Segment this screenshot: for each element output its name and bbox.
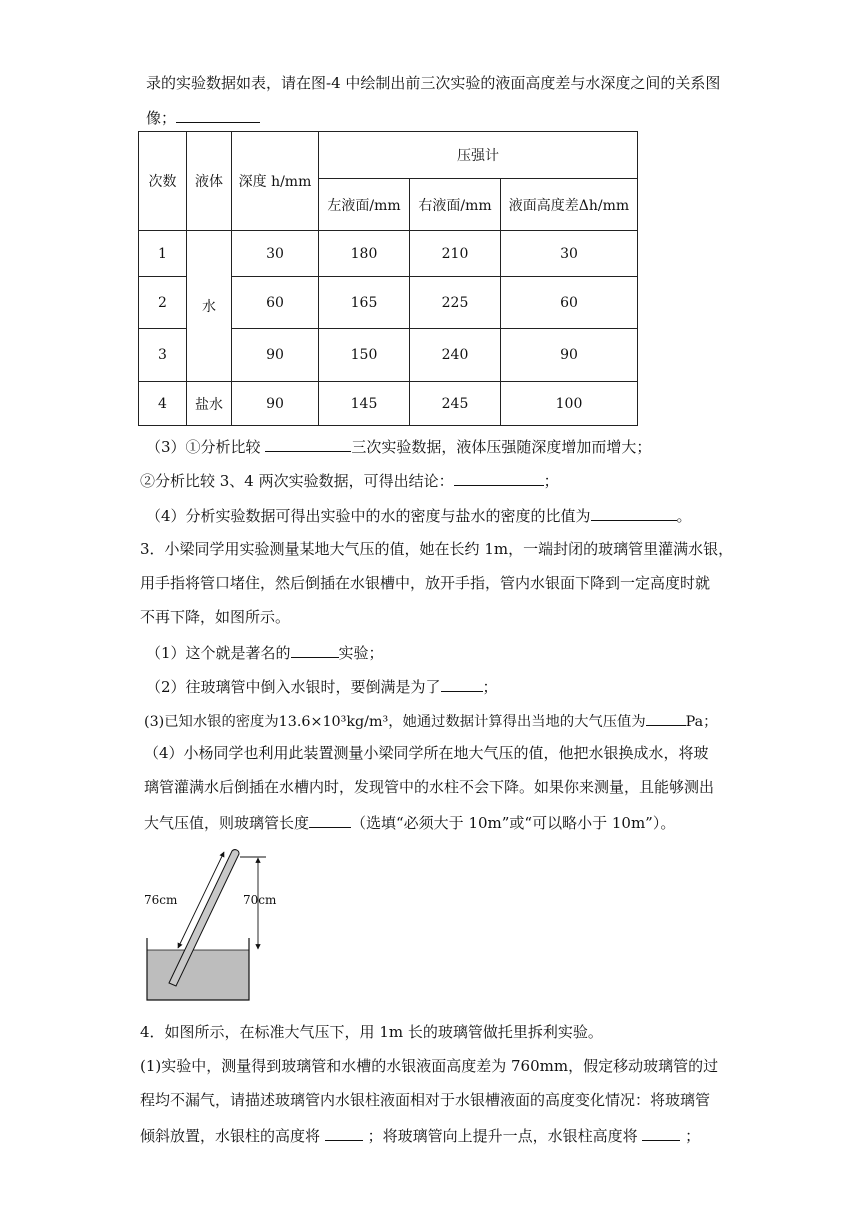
q3-part1-post: 实验； (338, 644, 384, 662)
q3-part4-line-3-post: （选填“必须大于 10m”或“可以略小于 10m”）。 (351, 814, 676, 832)
q3-part4-line-1: （4）小杨同学也利用此装置测量小梁同学所在地大气压的值，他把水银换成水，将玻 (144, 744, 709, 762)
cell-diff: 100 (501, 382, 638, 426)
answer-blank[interactable] (441, 675, 483, 692)
torricelli-figure (140, 838, 280, 1004)
intro-line-2-text: 像； (146, 109, 177, 127)
q3-part3-pre: (3)已知水银的密度为13.6×10³kg/m³，她通过数据计算得出当地的大气压值为 (144, 714, 646, 730)
cell-liquid: 水 (187, 231, 232, 382)
q2-part3b (140, 469, 559, 491)
answer-blank[interactable] (591, 504, 677, 521)
label-tube-length: 76cm (144, 893, 178, 907)
answer-blank[interactable] (291, 641, 339, 658)
answer-blank[interactable] (176, 106, 260, 123)
cell-depth: 30 (232, 231, 319, 277)
cell-depth: 90 (232, 382, 319, 426)
q2-part3b-post: ； (543, 472, 559, 490)
cell-diff: 30 (501, 231, 638, 277)
q2-part3a-post: 三次实验数据，液体压强随深度增加而增大； (351, 438, 652, 456)
table-row (139, 382, 638, 426)
cell-left: 145 (319, 382, 410, 426)
cell-diff: 90 (501, 329, 638, 382)
cell-liquid: 盐水 (187, 382, 232, 426)
cell-left: 180 (319, 231, 410, 277)
q4-line-4-pre: 倾斜放置，水银柱的高度将 (140, 1127, 321, 1145)
answer-blank[interactable] (454, 469, 544, 486)
q3-part1 (146, 641, 384, 663)
q3-part2-pre: （2）往玻璃管中倒入水银时，要倒满是为了 (146, 678, 441, 696)
answer-blank[interactable] (646, 709, 686, 726)
header-left-level: 左液面/mm (319, 179, 410, 231)
intro-line-1: 录的实验数据如表，请在图-4 中绘制出前三次实验的液面高度差与水深度之间的关系图 (146, 74, 721, 92)
cell-count: 2 (139, 277, 187, 329)
q3-part2 (146, 675, 498, 697)
table-row (139, 231, 638, 277)
cell-right: 240 (410, 329, 501, 382)
header-height-diff: 液面高度差Δh/mm (501, 179, 638, 231)
header-depth: 深度 h/mm (232, 132, 319, 231)
q2-part4-post: 。 (676, 507, 692, 525)
header-liquid: 液体 (187, 132, 232, 231)
q3-part1-pre: （1）这个就是著名的 (146, 644, 291, 662)
q3-part3 (144, 709, 717, 732)
q2-part4 (146, 504, 692, 526)
q3-line-1: 3．小梁同学用实验测量某地大气压的值，她在长约 1m，一端封闭的玻璃管里灌满水银， (140, 540, 734, 558)
q3-part3-post: Pa； (685, 714, 718, 730)
label-height: 70cm (243, 893, 277, 907)
cell-count: 3 (139, 329, 187, 382)
cell-diff: 60 (501, 277, 638, 329)
answer-blank[interactable] (265, 435, 351, 452)
q2-part3b-pre: ②分析比较 3、4 两次实验数据，可得出结论： (140, 472, 454, 490)
mercury-basin (147, 950, 249, 1000)
q3-part4-line-3-pre: 大气压值，则玻璃管长度 (144, 814, 310, 832)
cell-depth: 60 (232, 277, 319, 329)
answer-blank[interactable] (642, 1124, 680, 1141)
q4-line-4 (140, 1124, 700, 1146)
q3-part2-post: ； (482, 678, 498, 696)
cell-left: 165 (319, 277, 410, 329)
cell-count: 4 (139, 382, 187, 426)
q4-line-1: 4．如图所示，在标准大气压下，用 1m 长的玻璃管做托里拆利实验。 (140, 1023, 603, 1041)
q4-line-4-post: ； (685, 1127, 701, 1145)
q3-part4-line-2: 璃管灌满水后倒插在水槽内时，发现管中的水柱不会下降。如果你来测量，且能够测出 (144, 778, 715, 796)
cell-right: 225 (410, 277, 501, 329)
q3-line-3: 不再下降，如图所示。 (140, 608, 291, 626)
q3-line-2: 用手指将管口堵住，然后倒插在水银槽中，放开手指，管内水银面下降到一定高度时就 (140, 574, 711, 592)
answer-blank[interactable] (325, 1124, 363, 1141)
intro-line-2 (146, 106, 260, 128)
q4-line-4-mid: ；将玻璃管向上提升一点，水银柱高度将 (367, 1127, 638, 1145)
cell-count: 1 (139, 231, 187, 277)
data-table (138, 131, 638, 426)
header-count: 次数 (139, 132, 187, 231)
q2-part4-pre: （4）分析实验数据可得出实验中的水的密度与盐水的密度的比值为 (146, 507, 591, 525)
cell-right: 210 (410, 231, 501, 277)
q2-part3a (146, 435, 651, 457)
header-gauge: 压强计 (319, 132, 638, 179)
header-right-level: 右液面/mm (410, 179, 501, 231)
q3-part4-line-3 (144, 811, 675, 833)
q4-line-3: 程均不漏气，请描述玻璃管内水银柱液面相对于水银槽液面的高度变化情况：将玻璃管 (140, 1091, 711, 1109)
cell-left: 150 (319, 329, 410, 382)
cell-depth: 90 (232, 329, 319, 382)
cell-right: 245 (410, 382, 501, 426)
answer-blank[interactable] (309, 811, 351, 828)
q4-line-2: (1)实验中，测量得到玻璃管和水槽的水银液面高度差为 760mm，假定移动玻璃管的过 (140, 1057, 719, 1075)
q2-part3a-pre: （3）①分析比较 (146, 438, 261, 456)
